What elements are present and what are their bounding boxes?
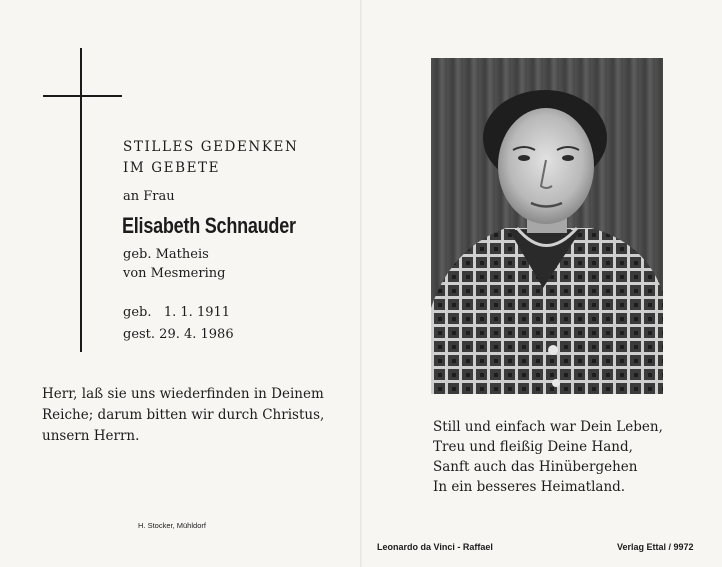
prayer-line-2: Reiche; darum bitten wir durch Christus, — [42, 407, 325, 423]
poem-line-4: In ein besseres Heimatland. — [433, 479, 626, 495]
birth-date: geb. 1. 1. 1911 — [123, 305, 231, 320]
poem-line-2: Treu und fleißig Deine Hand, — [433, 439, 633, 455]
origin: von Mesmering — [123, 266, 226, 281]
cross-icon-bar — [43, 95, 122, 97]
poem-line-3: Sanft auch das Hinübergehen — [433, 459, 638, 475]
death-date: gest. 29. 4. 1986 — [123, 327, 234, 342]
portrait-photo — [431, 58, 663, 394]
cross-icon — [80, 48, 82, 352]
card-fold — [360, 0, 362, 567]
heading-line-2: IM GEBETE — [123, 160, 221, 176]
publisher-credit: Verlag Ettal / 9972 — [617, 542, 694, 552]
image-credit: Leonardo da Vinci - Raffael — [377, 542, 493, 552]
heading-line-1: STILLES GEDENKEN — [123, 139, 299, 155]
an-frau: an Frau — [123, 189, 175, 204]
prayer-line-1: Herr, laß sie uns wiederfinden in Deinem — [42, 386, 324, 402]
poem-line-1: Still und einfach war Dein Leben, — [433, 419, 663, 435]
maiden-name: geb. Matheis — [123, 247, 209, 262]
portrait-photo-icon — [431, 58, 663, 394]
deceased-name: Elisabeth Schnauder — [122, 213, 296, 238]
prayer-line-3: unsern Herrn. — [42, 428, 140, 444]
printer-credit: H. Stocker, Mühldorf — [138, 521, 206, 530]
